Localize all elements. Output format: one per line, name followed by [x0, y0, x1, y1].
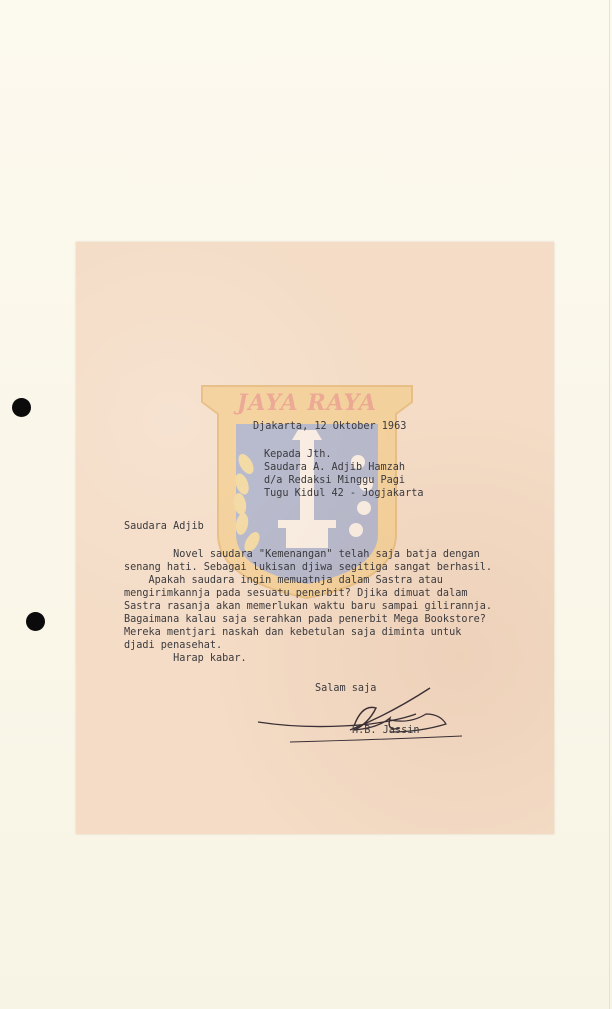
- body-line: Sastra rasanja akan memerlukan waktu baru sampai gilirannja.: [124, 601, 493, 612]
- recipient-address: [264, 448, 423, 500]
- body-line: Bagaimana kalau saja serahkan pada penerbit Mega Bookstore?: [124, 614, 486, 625]
- watermark-brand: JAYA RAYA: [236, 390, 378, 416]
- letter-date: Djakarta, 12 Oktober 1963: [253, 421, 407, 432]
- punch-hole-bottom: [26, 612, 45, 631]
- body-line: Mereka mentjari naskah dan kebetulan saja diminta untuk: [124, 627, 462, 638]
- salutation: Saudara Adjib: [124, 521, 204, 532]
- closing: Salam saja: [315, 683, 377, 694]
- body-line: Harap kabar.: [124, 653, 247, 664]
- punch-hole-top: [12, 398, 31, 417]
- address-line: Tugu Kidul 42 - Jogjakarta: [264, 488, 424, 499]
- body-line: Apakah saudara ingin memuatnja dalam Sastra atau: [124, 575, 443, 586]
- letter-body: [124, 548, 492, 665]
- address-line: Kepada Jth.: [264, 449, 332, 460]
- body-line: mengirimkannja pada sesuatu penerbit? Djika dimuat dalam: [124, 588, 468, 599]
- body-line: djadi penasehat.: [124, 640, 223, 651]
- sheet-edge: [609, 0, 610, 1009]
- body-line: Novel saudara "Kemenangan" telah saja batja dengan: [124, 549, 480, 560]
- address-line: d/a Redaksi Minggu Pagi: [264, 475, 406, 486]
- address-line: Saudara A. Adjib Hamzah: [264, 462, 406, 473]
- signatory-name: H.B. Jassin: [352, 725, 420, 736]
- body-line: senang hati. Sebagai lukisan djiwa segitiga sangat berhasil.: [124, 562, 493, 573]
